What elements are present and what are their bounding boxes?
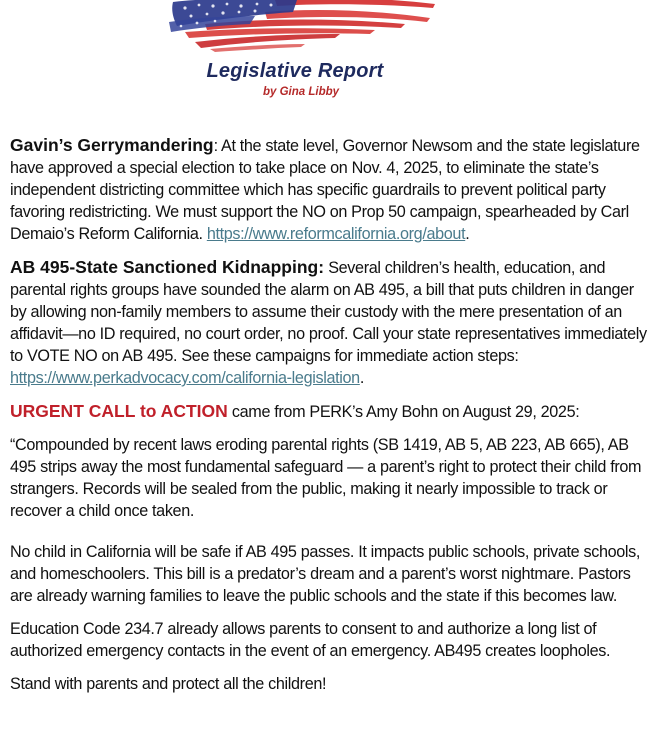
urgent-heading: URGENT CALL to ACTION	[10, 401, 228, 421]
report-byline: by Gina Libby	[263, 86, 340, 98]
quote-paragraph-1: “Compounded by recent laws eroding parental rights (SB 1419, AB 5, AB 223, AB 665), AB 495 strips away the most fundamental safeguard — a parent’s right to protect their child from strangers. Records will be sealed from the public, making it nearly impossible to track or recover a child once taken.	[10, 436, 642, 520]
quote-paragraph-2: No child in California will be safe if AB 495 passes. It impacts public schools, private schools, and homeschoolers. This bill is a predator’s dream and a parent’s worst nightmare. Pastors are already warning families to leave the public schools and the state if this becomes law.	[10, 543, 641, 605]
section-urgent-call	[10, 400, 650, 423]
section-ab495	[10, 256, 650, 389]
section-heading: AB 495-State Sanctioned Kidnapping:	[10, 257, 325, 277]
section-body: : At the state level, Governor Newsom and the state legislature have approved a special election to take place on Nov. 4, 2025, to eliminate the state’s independent districting committee which has specific guardrails to prevent political party favoring redistricting. We must support the NO on Prop 50 campaign, spearheaded by Carl Demaio’s Reform California.	[10, 137, 640, 243]
reformcalifornia-link[interactable]: https://www.reformcalifornia.org/about	[206, 225, 466, 243]
report-title	[0, 60, 590, 83]
section-body: Several children’s health, education, and parental rights groups have sounded the alarm on AB 495, a bill that puts children in danger by allowing non-family members to assume their custody with the mere presentation of an affidavit—no ID required, no court order, no proof. Call your state representatives immediately to VOTE NO on AB 495. See these campaigns for immediate action steps:	[10, 259, 647, 365]
perkadvocacy-link[interactable]: https://www.perkadvocacy.com/california-legislation	[10, 369, 360, 387]
punctuation: .	[359, 369, 364, 387]
quote-paragraph-4: Stand with parents and protect all the children!	[10, 675, 327, 693]
section-heading: Gavin’s Gerrymandering	[10, 135, 214, 155]
urgent-body: came from PERK’s Amy Bohn on August 29, 2025:	[227, 403, 580, 421]
section-gerrymandering	[10, 134, 650, 245]
american-flag-icon	[165, 0, 440, 54]
report-title-text: Legislative Report	[206, 60, 384, 82]
masthead	[0, 0, 653, 110]
spacer	[10, 533, 650, 541]
quote-paragraph-3: Education Code 234.7 already allows parents to consent to and authorize a long list of authorized emergency contacts in the event of an emergency. AB495 creates loopholes.	[10, 620, 611, 660]
punctuation: .	[465, 225, 470, 243]
report-content	[10, 134, 650, 706]
